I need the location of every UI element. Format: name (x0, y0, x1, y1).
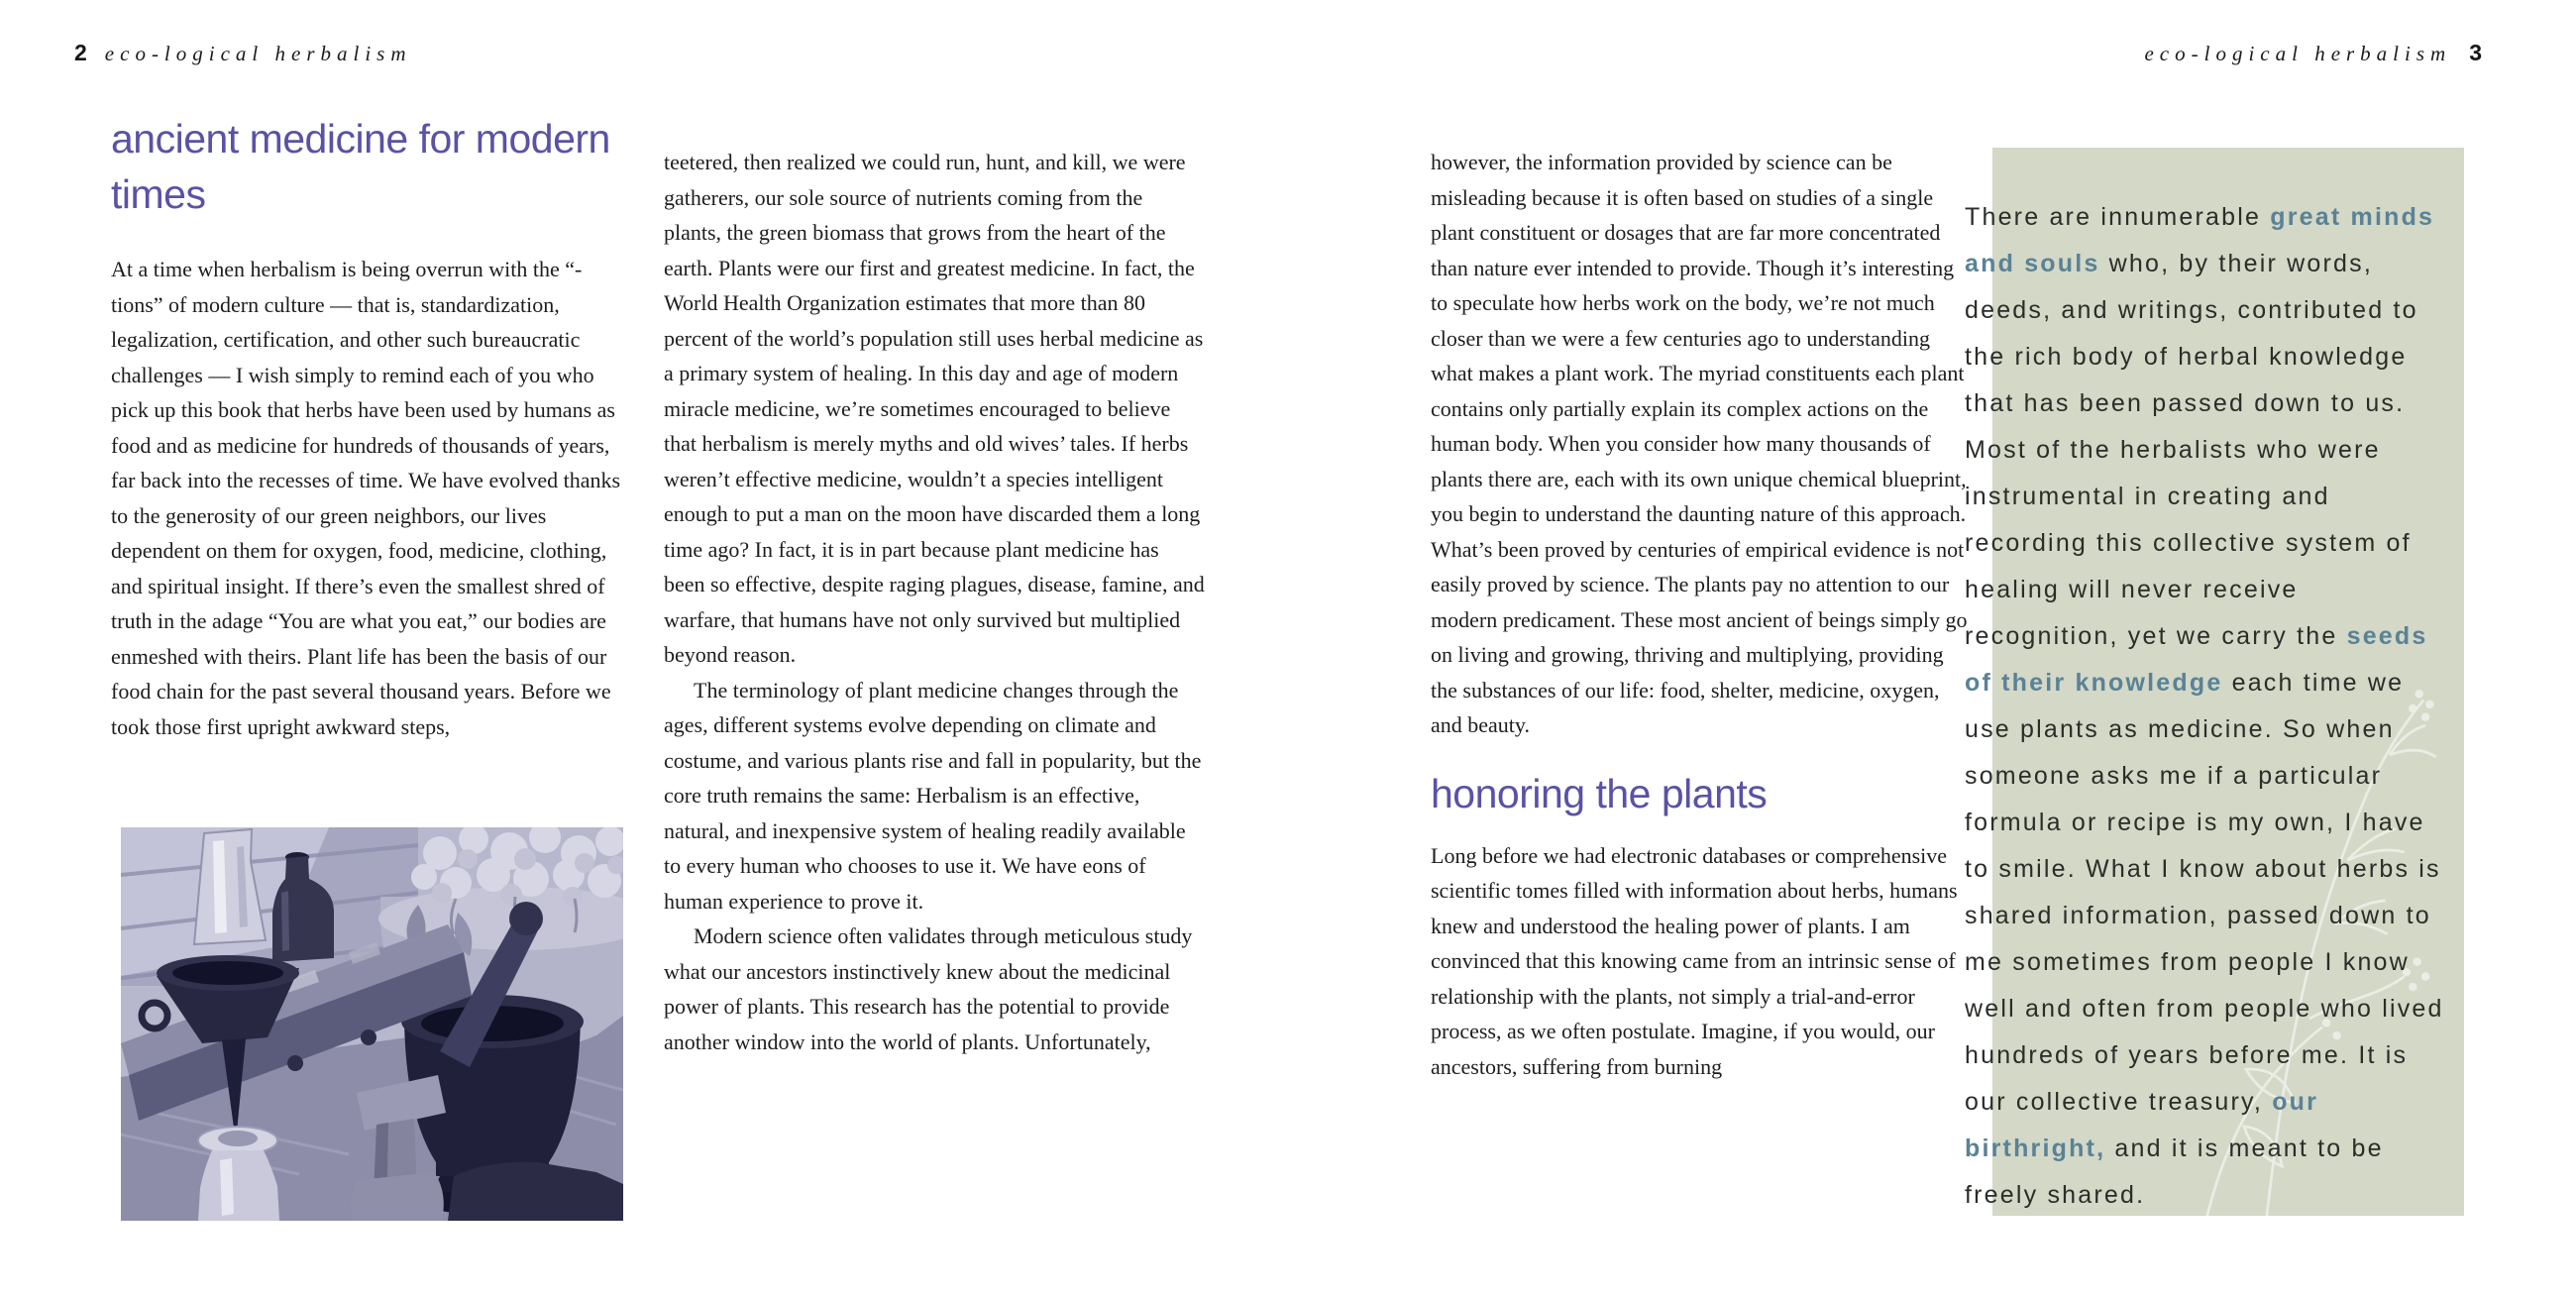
sidebar-text (1965, 194, 2444, 1219)
left-running-title: eco-logical herbalism (104, 42, 412, 65)
mortar-pestle-photo-graphic (121, 827, 623, 1221)
right-running-title: eco-logical herbalism (2144, 42, 2452, 65)
right-page-column (1431, 145, 1970, 1084)
sidebar-text-segment: who, by their words, deeds, and writings, contributed to the rich body of herbal knowledge that has been passed down to us. Most of the herbalists who were instrumental in creating and recording this collective system of healing will never receive recognition, yet we carry the (1965, 250, 2418, 650)
left-running-head (74, 40, 412, 66)
sidebar-text-segment: and it is meant to be freely shared. (1965, 1135, 2384, 1209)
column-3-text-top (1431, 145, 1970, 743)
column-1-text (111, 252, 626, 744)
paragraph: Modern science often validates through meticulous study what our ancestors instinctively knew about the medicinal power of plants. This research has the potential to provide another window into the world of plants. Unfortunately, (664, 923, 1193, 1054)
column-3-text-bottom (1431, 838, 1970, 1085)
sidebar-accent-phrase: seeds of their knowledge (1965, 622, 2428, 697)
sidebar-text-segment: There are innumerable (1965, 203, 2271, 231)
paragraph: teetered, then realized we could run, hunt, and kill, we were gatherers, our sole source of nutrients coming from the plants, the green biomass that grows from the heart of the earth. Plants were our first and greatest medicine. In fact, the World Health Organization estimates that more than 80 percent of the world’s population still uses herbal medicine as a primary system of healing. In this day and age of modern miracle medicine, we’re sometimes encouraged to believe that herbalism is merely myths and old wives’ tales. If herbs weren’t effective medicine, wouldn’t a species intelligent enough to put a man on the moon have discarded them a long time ago? In fact, it is in part because plant medicine has been so effective, despite raging plagues, disease, famine, and warfare, that humans have not only survived but multiplied beyond reason. (664, 150, 1205, 667)
left-page-column-1 (111, 111, 626, 744)
chapter-heading: ancient medicine for modern times (111, 116, 610, 217)
right-running-head (2144, 40, 2482, 66)
paragraph: Long before we had electronic databases or comprehensive scientific tomes filled with information about herbs, humans knew and understood the healing power of plants. I am convinced that this knowing came from an intrinsic sense of relationship with the plants, not simply a trial-and-error process, as we often postulate. Imagine, if you would, our ancestors, suffering from burning (1431, 842, 1958, 1079)
section-heading: honoring the plants (1431, 770, 1768, 816)
paragraph: At a time when herbalism is being overrun with the “-tions” of modern culture — that is, standardization, legalization, certification, and other such bureaucratic challenges — I wish simply to remind each of you who pick up this book that herbs have been used by humans as food and as medicine for hundreds of thousands of years, far back into the recesses of time. We have evolved thanks to the generosity of our green neighbors, our lives dependent on them for oxygen, food, medicine, clothing, and spiritual insight. If there’s even the smallest shred of truth in the adage “You are what you eat,” our bodies are enmeshed with theirs. Plant life has been the basis of our food chain for the past several thousand years. Before we took those first upright awkward steps, (111, 257, 621, 739)
paragraph: however, the information provided by science can be misleading because it is often based on studies of a single plant constituent or dosages that are far more concentrated than nature ever intended to provide. Though it’s interesting to speculate how herbs work on the body, we’re not much closer than we were a few centuries ago to understanding what makes a plant work. The myriad constituents each plant contains only partially explain its complex actions on the human body. When you consider how many thousands of plants there are, each with its own unique chemical blueprint, you begin to understand the daunting nature of this approach. What’s been proved by centuries of empirical evidence is not easily proved by science. The plants pay no attention to our modern predicament. These most ancient of beings simply go on living and growing, thriving and multiplying, providing the substances of our life: food, shelter, medicine, oxygen, and beauty. (1431, 150, 1968, 737)
still-life-photo (121, 827, 623, 1221)
sidebar-accent-phrase: great minds and souls (1965, 203, 2435, 277)
sidebar-text-segment: each time we use plants as medicine. So when someone asks me if a particular formula or recipe is my own, I have to smile. What I know about herbs is shared information, passed down to me sometimes from people I know well and often from people who lived hundreds of years before me. It is our collective treasury, (1965, 669, 2444, 1116)
left-page-number: 2 (74, 40, 87, 65)
paragraph: The terminology of plant medicine changes through the ages, different systems evolve depending on climate and costume, and various plants rise and fall in popularity, but the core truth remains the same: Herbalism is an effective, natural, and inexpensive system of healing readily available to every human who chooses to use it. We have eons of human experience to prove it. (664, 677, 1202, 914)
right-page-number: 3 (2469, 40, 2482, 65)
sidebar-accent-phrase: our birthright, (1965, 1088, 2319, 1162)
left-page-column-2 (664, 145, 1205, 1059)
